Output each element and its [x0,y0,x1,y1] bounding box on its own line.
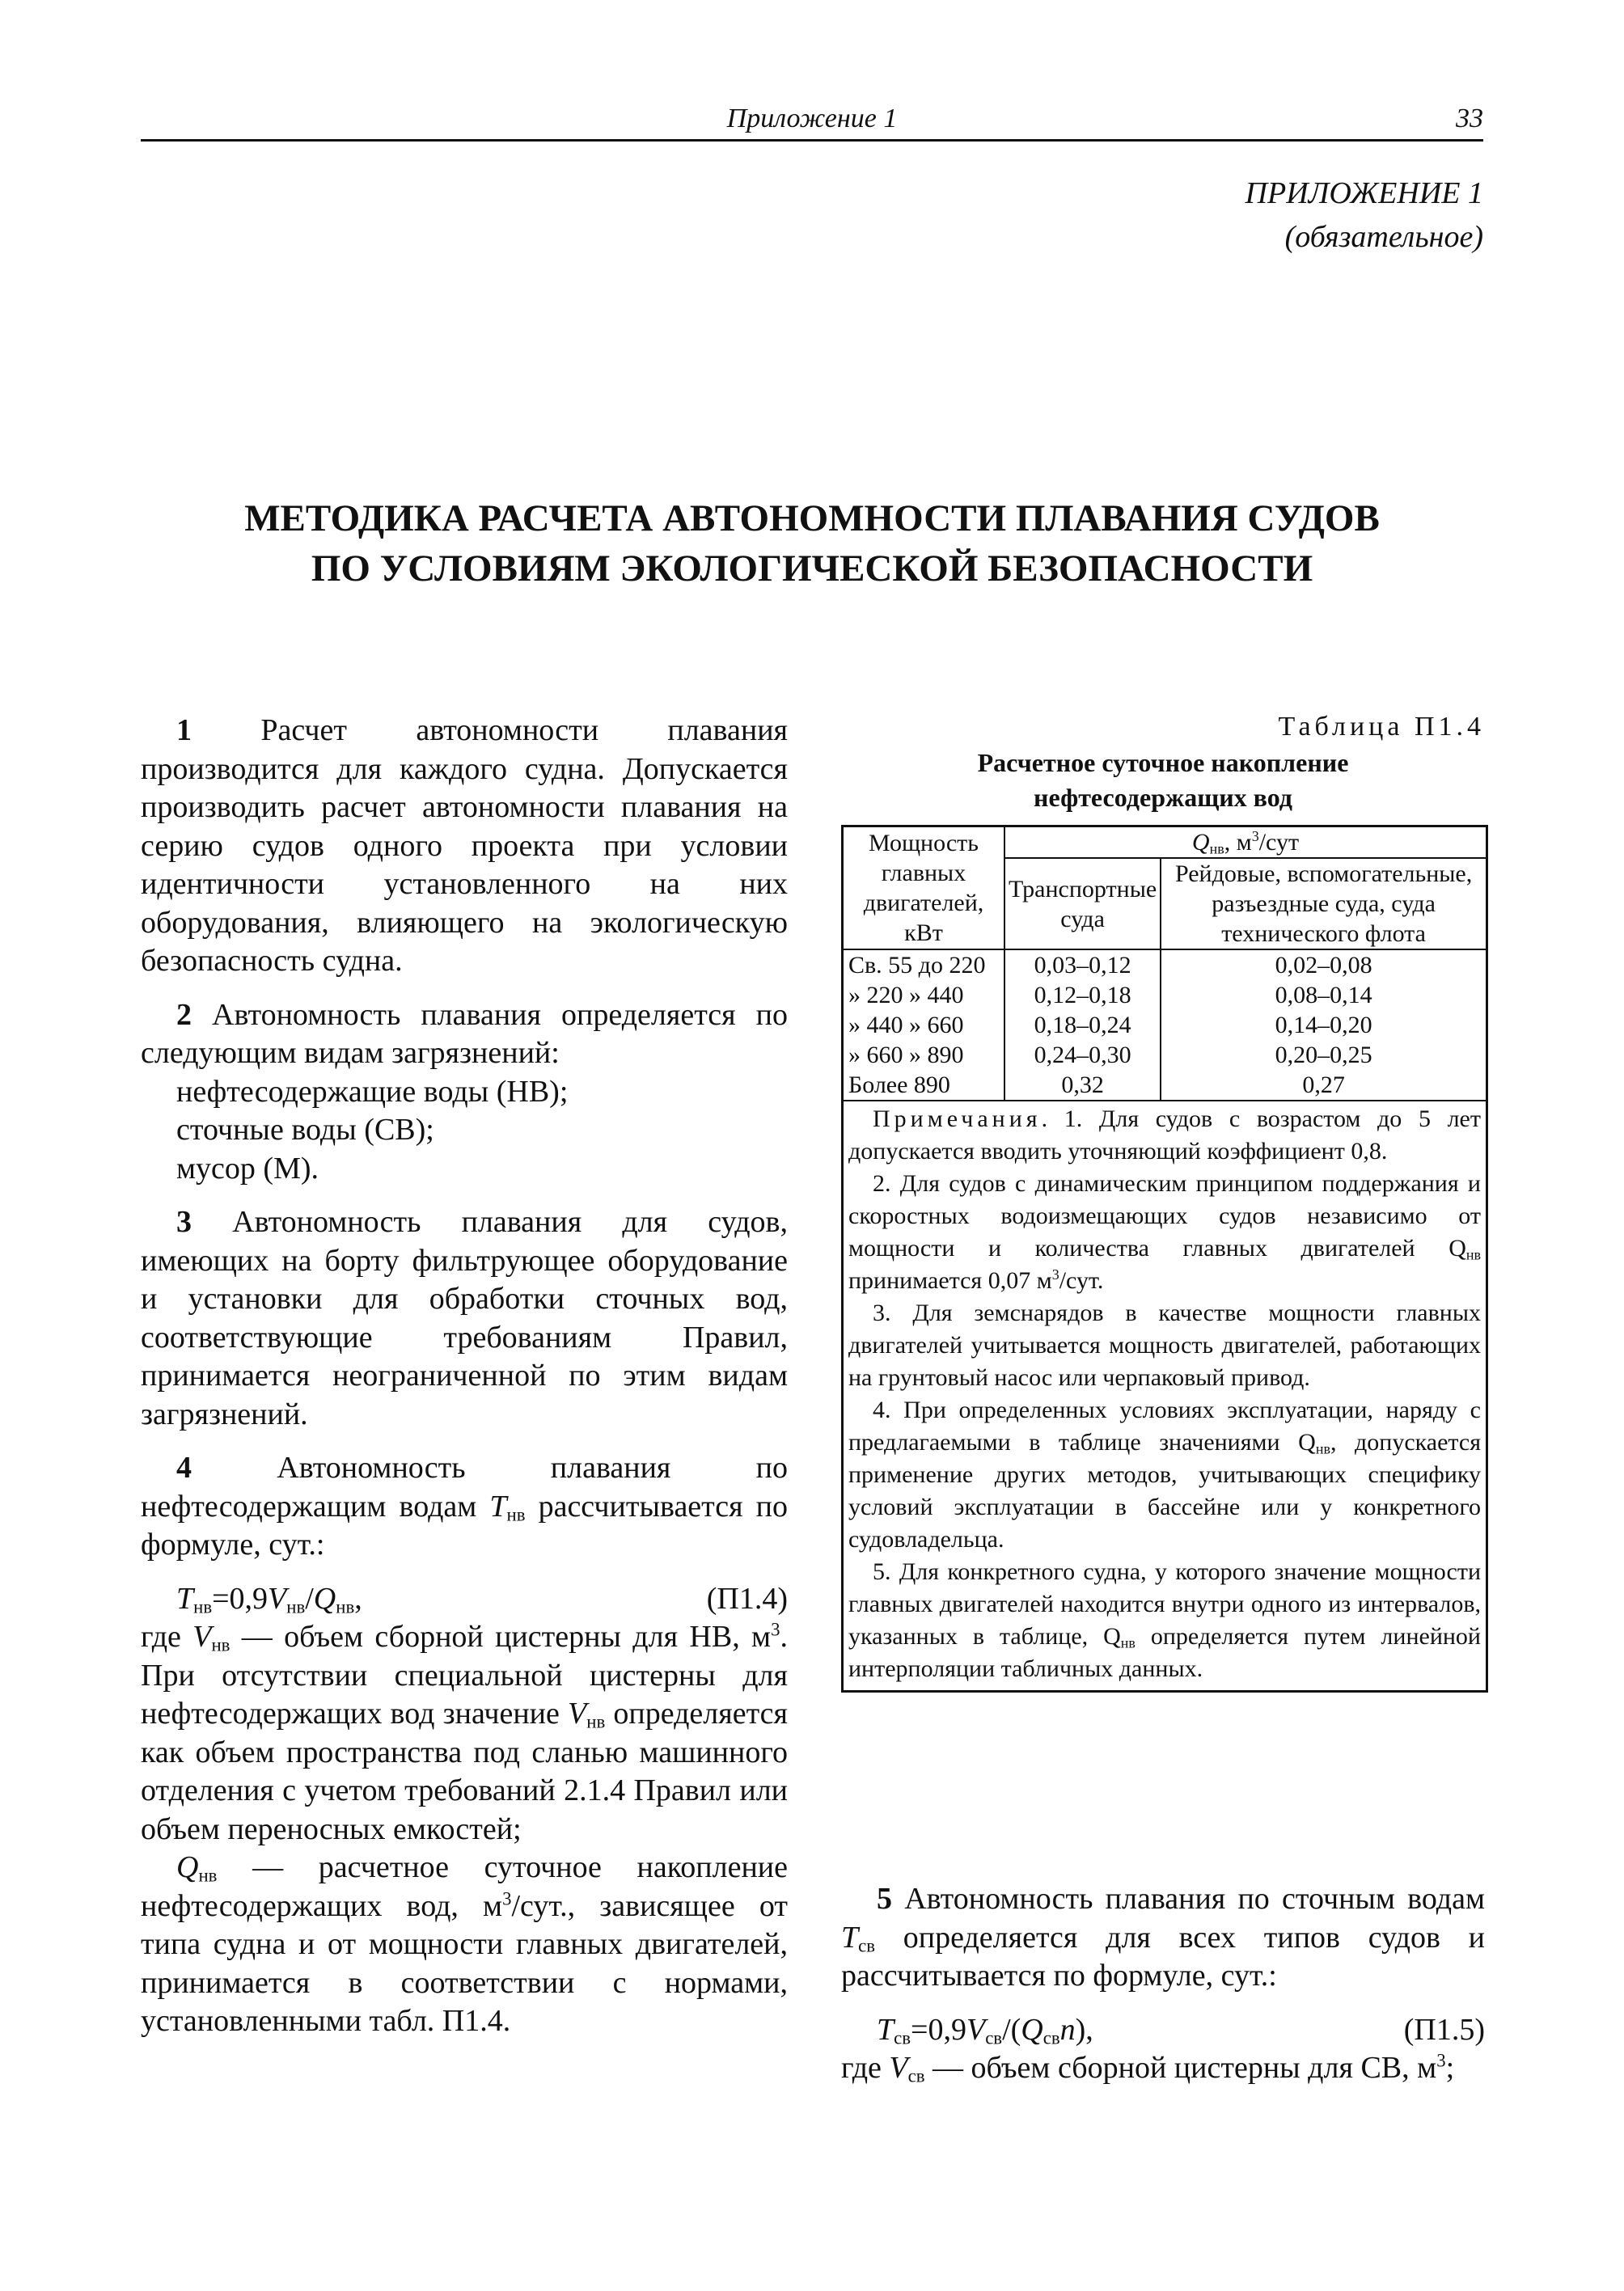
note-text: 5. Для конкретного судна, у которого значение мощности главных двигателей находится внутри одного из интервалов, указанных в таблице, Q [848,1558,1481,1650]
formula-number: (П1.5) [1403,2012,1485,2047]
subscript: нв [1465,1246,1481,1263]
header-transport: Транспортные суда [1004,858,1161,949]
note-1 [848,1103,1481,1168]
table-row [844,1040,1486,1070]
section-1 [141,712,788,981]
where-text: ; [1445,2051,1455,2085]
table-row [844,949,1486,980]
cell-power: Св. 55 до 220 [844,949,1004,980]
cell-power: » 440 » 660 [844,1010,1004,1040]
note-2 [848,1168,1481,1297]
note-text: /сут. [1059,1267,1104,1294]
section-text: рассчитывается по формуле, сут.: [141,1489,788,1562]
formula-part: /( [1002,2012,1021,2047]
cell-raid: 0,20–0,25 [1161,1040,1486,1070]
header-q [1004,827,1486,858]
section-5 [841,1880,1485,1996]
section-text: Расчет автономности плавания производится для каждого судна. Допускается производить расчет автономности плавания на серию судов одного проекта при условии идентичности установленного на них оборудования, влияющего на экологическую безопасность судна. [141,713,789,978]
note-text: . 1. Для судов с возрастом до 5 лет допускается вводить уточняющий коэффициент 0,8. [848,1105,1481,1165]
formula-part: / [305,1581,314,1616]
subscript: нв [198,1865,218,1886]
subscript: нв [506,1504,526,1525]
superscript: 3 [1251,828,1259,845]
note-4 [848,1394,1481,1556]
data-table [844,827,1486,1100]
table-notes [844,1100,1486,1690]
section-number: 5 [877,1882,892,1916]
cell-transport: 0,18–0,24 [1004,1010,1161,1040]
cell-transport: 0,32 [1004,1070,1161,1100]
list-item: сточные воды (СВ); [176,1113,434,1147]
formula-part: =0,9 [212,1581,269,1616]
running-header [141,104,1483,142]
header-raid: Рейдовые, вспомогательные, разъездные суда, суда технического флота [1161,858,1486,949]
running-title: Приложение 1 [726,104,898,133]
symbol-v: V [568,1697,587,1731]
caption-line-1: Расчетное суточное накопление [977,748,1349,777]
symbol-t: T [877,2012,894,2047]
note-text: определяется путем линейной интерполяции табличных данных. [848,1623,1481,1682]
subscript: нв [1120,1634,1136,1651]
formula-part: =0,9 [911,2012,966,2047]
subscript: нв [193,1596,213,1617]
subscript: нв [286,1596,306,1617]
cell-raid: 0,27 [1161,1070,1486,1100]
cell-transport: 0,24–0,30 [1004,1040,1161,1070]
section-4 [141,1449,788,1565]
note-text: принимается 0,07 м [848,1267,1052,1294]
list-item: мусор (М). [176,1151,319,1186]
formula-p1-5 [841,2011,1485,2050]
where-text: — объем сборной цистерны для НВ, м [241,1620,772,1654]
header-power: Мощность главных двигателей, кВт [844,827,1004,949]
section-text: определяется для всех типов судов и рассчитывается по формуле, сут.: [841,1920,1486,1993]
unit: /сут [1258,829,1300,856]
superscript: 3 [502,1887,512,1908]
symbol-v: V [966,2012,986,2047]
symbol-q: Q [1191,829,1210,856]
superscript: 3 [771,1619,780,1640]
table-caption [841,746,1485,815]
where-clause-q [141,1849,788,2041]
formula-number: (П1.4) [706,1581,788,1616]
page-title [141,493,1483,594]
section-number: 3 [176,1205,192,1239]
where-text: где [141,1620,181,1654]
note-3: 3. Для земснарядов в качестве мощности главных двигателей учитывается мощность двигателей, работающих на грунтовый насос или черпаковый привод. [848,1300,1481,1391]
note-text: 4. При определенных условиях эксплуатации, наряду с предлагаемыми в таблице значениями Q [848,1397,1481,1456]
symbol-t: T [841,1920,859,1955]
superscript: 3 [1436,2050,1446,2071]
subscript: св [907,2065,925,2086]
caption-line-2: нефтесодержащих вод [1034,783,1292,812]
left-column [141,712,788,2041]
section-text: Автономность плавания определяется по следующим видам загрязнений: [141,997,788,1070]
appendix-label: ПРИЛОЖЕНИЕ 1 [1245,176,1483,210]
subscript: св [985,2027,1003,2048]
note-5 [848,1556,1481,1685]
title-line-1: МЕТОДИКА РАСЧЕТА АВТОНОМНОСТИ ПЛАВАНИЯ СУДОВ [244,497,1380,539]
subscript: св [1042,2027,1060,2048]
note-text: , допускается применение других методов, учитывающих специфику условий эксплуатации в бассейне или у конкретного судовладельца. [848,1429,1481,1553]
subscript: нв [1315,1440,1330,1457]
where-clause-v [141,1618,788,1849]
appendix-label-block [1245,171,1483,259]
subscript: нв [586,1711,606,1732]
cell-power: Более 890 [844,1070,1004,1100]
title-line-2: ПО УСЛОВИЯМ ЭКОЛОГИЧЕСКОЙ БЕЗОПАСНОСТИ [311,547,1313,590]
formula-part: ), [1075,2012,1093,2047]
subscript: св [894,2027,911,2048]
section-number: 2 [176,997,192,1032]
cell-transport: 0,03–0,12 [1004,949,1161,980]
cell-power: » 660 » 890 [844,1040,1004,1070]
symbol-q: Q [1021,2012,1043,2047]
where-text: где [841,2051,882,2085]
cell-raid: 0,08–0,14 [1161,980,1486,1010]
subscript: нв [211,1634,230,1655]
table-p1-4 [841,825,1488,1693]
section-3 [141,1203,788,1434]
page-number: 33 [1456,104,1483,133]
symbol-t: T [489,1489,507,1524]
table-label: Таблица П1.4 [1278,712,1485,742]
subscript: нв [1209,840,1224,857]
where-text: определяется как объем пространства под сланью машинного отделения с учетом требований 2.1.4 Правил или объем переносных емкостей; [141,1697,789,1846]
superscript: 3 [1051,1266,1059,1283]
section-number: 1 [176,713,192,747]
symbol-q: Q [313,1581,336,1616]
symbol-n: n [1059,2012,1076,2047]
unit: , м [1224,829,1252,856]
symbol-v: V [268,1581,287,1616]
table-row [844,980,1486,1010]
list-item: нефтесодержащие воды (НВ); [176,1074,569,1109]
section-text: Автономность плавания по сточным водам [904,1882,1485,1916]
where-clause-v-sv [841,2049,1485,2088]
appendix-status: (обязательное) [1284,220,1483,254]
where-text: . При отсутствии специальной цистерны для нефтесодержащих вод значение [141,1620,789,1731]
symbol-v: V [889,2051,908,2085]
cell-power: » 220 » 440 [844,980,1004,1010]
right-column [841,1880,1485,2088]
cell-raid: 0,14–0,20 [1161,1010,1486,1040]
table-row [844,1010,1486,1040]
cell-transport: 0,12–0,18 [1004,980,1161,1010]
symbol-v: V [192,1620,212,1654]
formula-p1-4 [141,1580,788,1619]
cell-raid: 0,02–0,08 [1161,949,1486,980]
symbol-q: Q [176,1850,199,1884]
table-row [844,1070,1486,1100]
subscript: нв [336,1596,355,1617]
notes-heading: Примечания [873,1105,1042,1132]
section-number: 4 [176,1451,192,1485]
subscript: св [858,1935,876,1956]
section-text: Автономность плавания по нефтесодержащим водам [141,1451,788,1524]
formula-part: , [354,1581,362,1616]
where-text: /сут., зависящее от типа судна и от мощности главных двигателей, принимается в соответствии с нормами, установленными табл. П1.4. [141,1888,788,2038]
symbol-t: T [176,1581,194,1616]
where-text: — расчетное суточное накопление нефтесодержащих вод, м [141,1850,788,1923]
section-2 [141,996,788,1073]
note-text: 2. Для судов с динамическим принципом поддержания и скоростных водоизмещающих судов независимо от мощности и количества главных двигателей Q [848,1170,1481,1262]
section-text: Автономность плавания для судов, имеющих на борту фильтрующее оборудование и установки для обработки сточных вод, соответствующие требованиям Правил, принимается неограниченной по этим видам загрязнений. [141,1205,788,1431]
where-text: — объем сборной цистерны для СВ, м [933,2051,1437,2085]
